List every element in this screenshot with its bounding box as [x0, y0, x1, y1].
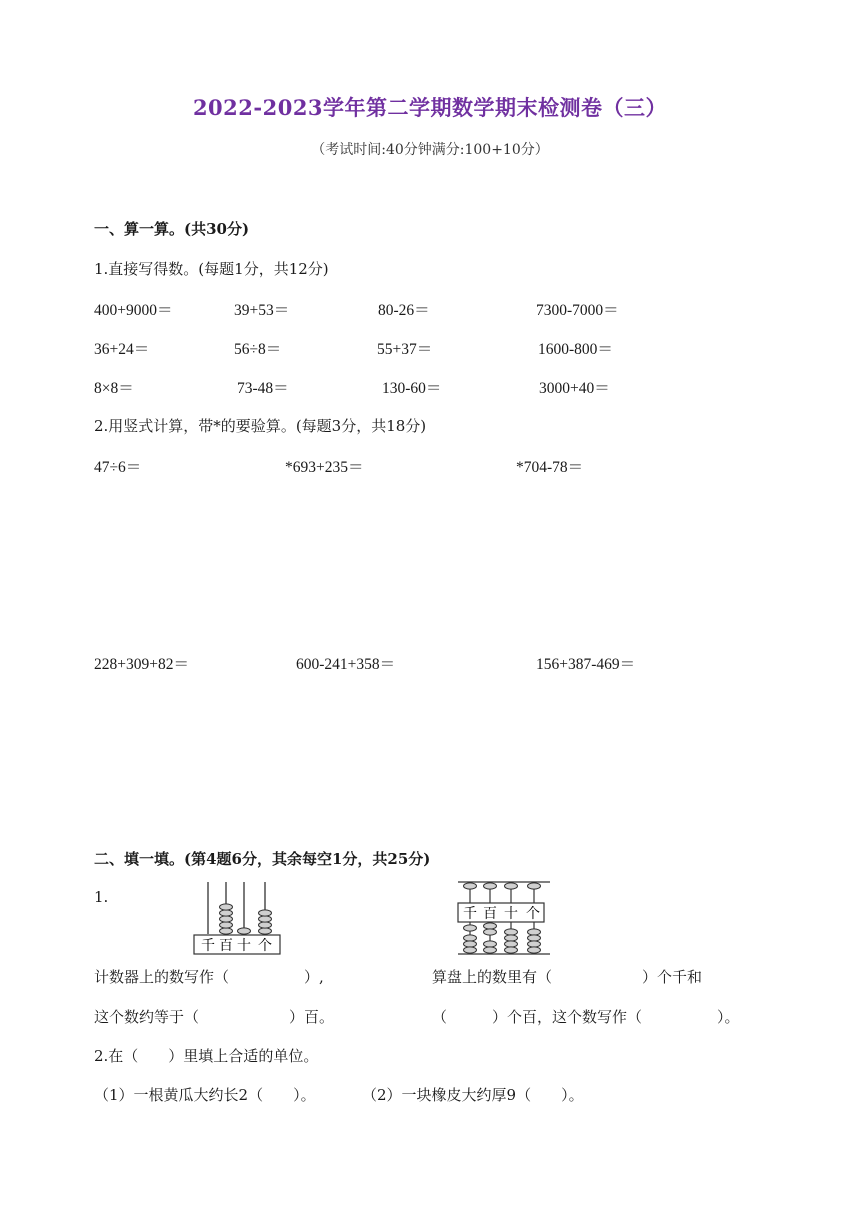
- counter-label: 十: [237, 938, 251, 954]
- q1-prompt: 1.直接写得数。(每题1分，共12分): [94, 260, 329, 278]
- mental-math-item: 73-48＝: [237, 380, 289, 397]
- counting-frame-picture: [192, 878, 284, 956]
- counter-label: 个: [258, 938, 272, 954]
- mental-math-item: 39+53＝: [234, 302, 290, 319]
- abacus-answer-line: 算盘上的数里有（ ）个千和: [432, 968, 703, 986]
- mental-math-item: 1600-800＝: [538, 341, 613, 358]
- counter-answer-line: 计数器上的数写作（ ）,: [94, 968, 324, 986]
- abacus-answer-line-2: （ ）个百，这个数写作（ ）。: [432, 1008, 740, 1026]
- abacus-picture: [456, 878, 552, 958]
- section1-heading: 一、算一算。(共30分): [94, 220, 250, 238]
- mental-math-item: 7300-7000＝: [536, 302, 619, 319]
- vertical-calc-item: 600-241+358＝: [296, 656, 396, 673]
- unit-question-1: （1）一根黄瓜大约长2（ ）。: [94, 1086, 316, 1104]
- mental-math-item: 8×8＝: [94, 380, 134, 397]
- section2-heading: 二、填一填。(第4题6分，其余每空1分，共25分): [94, 850, 431, 868]
- abacus-label: 百: [483, 906, 497, 922]
- counter-label: 百: [219, 938, 233, 954]
- mental-math-item: 130-60＝: [382, 380, 442, 397]
- q1-number: 1.: [94, 888, 109, 906]
- page-title: 2022-2023学年第二学期数学期末检测卷（三）: [192, 95, 668, 120]
- abacus-label: 十: [504, 906, 518, 922]
- mental-math-item: 400+9000＝: [94, 302, 173, 319]
- q2-prompt: 2.用竖式计算，带*的要验算。(每题3分，共18分): [94, 417, 427, 435]
- vertical-calc-item: 228+309+82＝: [94, 656, 189, 673]
- mental-math-item: 36+24＝: [94, 341, 150, 358]
- exam-info: （考试时间:40分钟满分:100+10分）: [311, 142, 549, 158]
- abacus-label: 千: [463, 906, 477, 922]
- approximation-line: 这个数约等于（ ）百。: [94, 1008, 335, 1026]
- unit-question-2: （2）一块橡皮大约厚9（ ）。: [362, 1086, 584, 1104]
- abacus-label: 个: [526, 906, 540, 922]
- mental-math-item: 80-26＝: [378, 302, 430, 319]
- mental-math-item: 3000+40＝: [539, 380, 610, 397]
- vertical-calc-item: *704-78＝: [516, 459, 584, 476]
- mental-math-item: 55+37＝: [377, 341, 433, 358]
- vertical-calc-item: 47÷6＝: [94, 459, 142, 476]
- vertical-calc-item: *693+235＝: [285, 459, 364, 476]
- q2-prompt-units: 2.在（ ）里填上合适的单位。: [94, 1047, 319, 1065]
- mental-math-item: 56÷8＝: [234, 341, 282, 358]
- vertical-calc-item: 156+387-469＝: [536, 656, 636, 673]
- counter-label: 千: [201, 938, 215, 954]
